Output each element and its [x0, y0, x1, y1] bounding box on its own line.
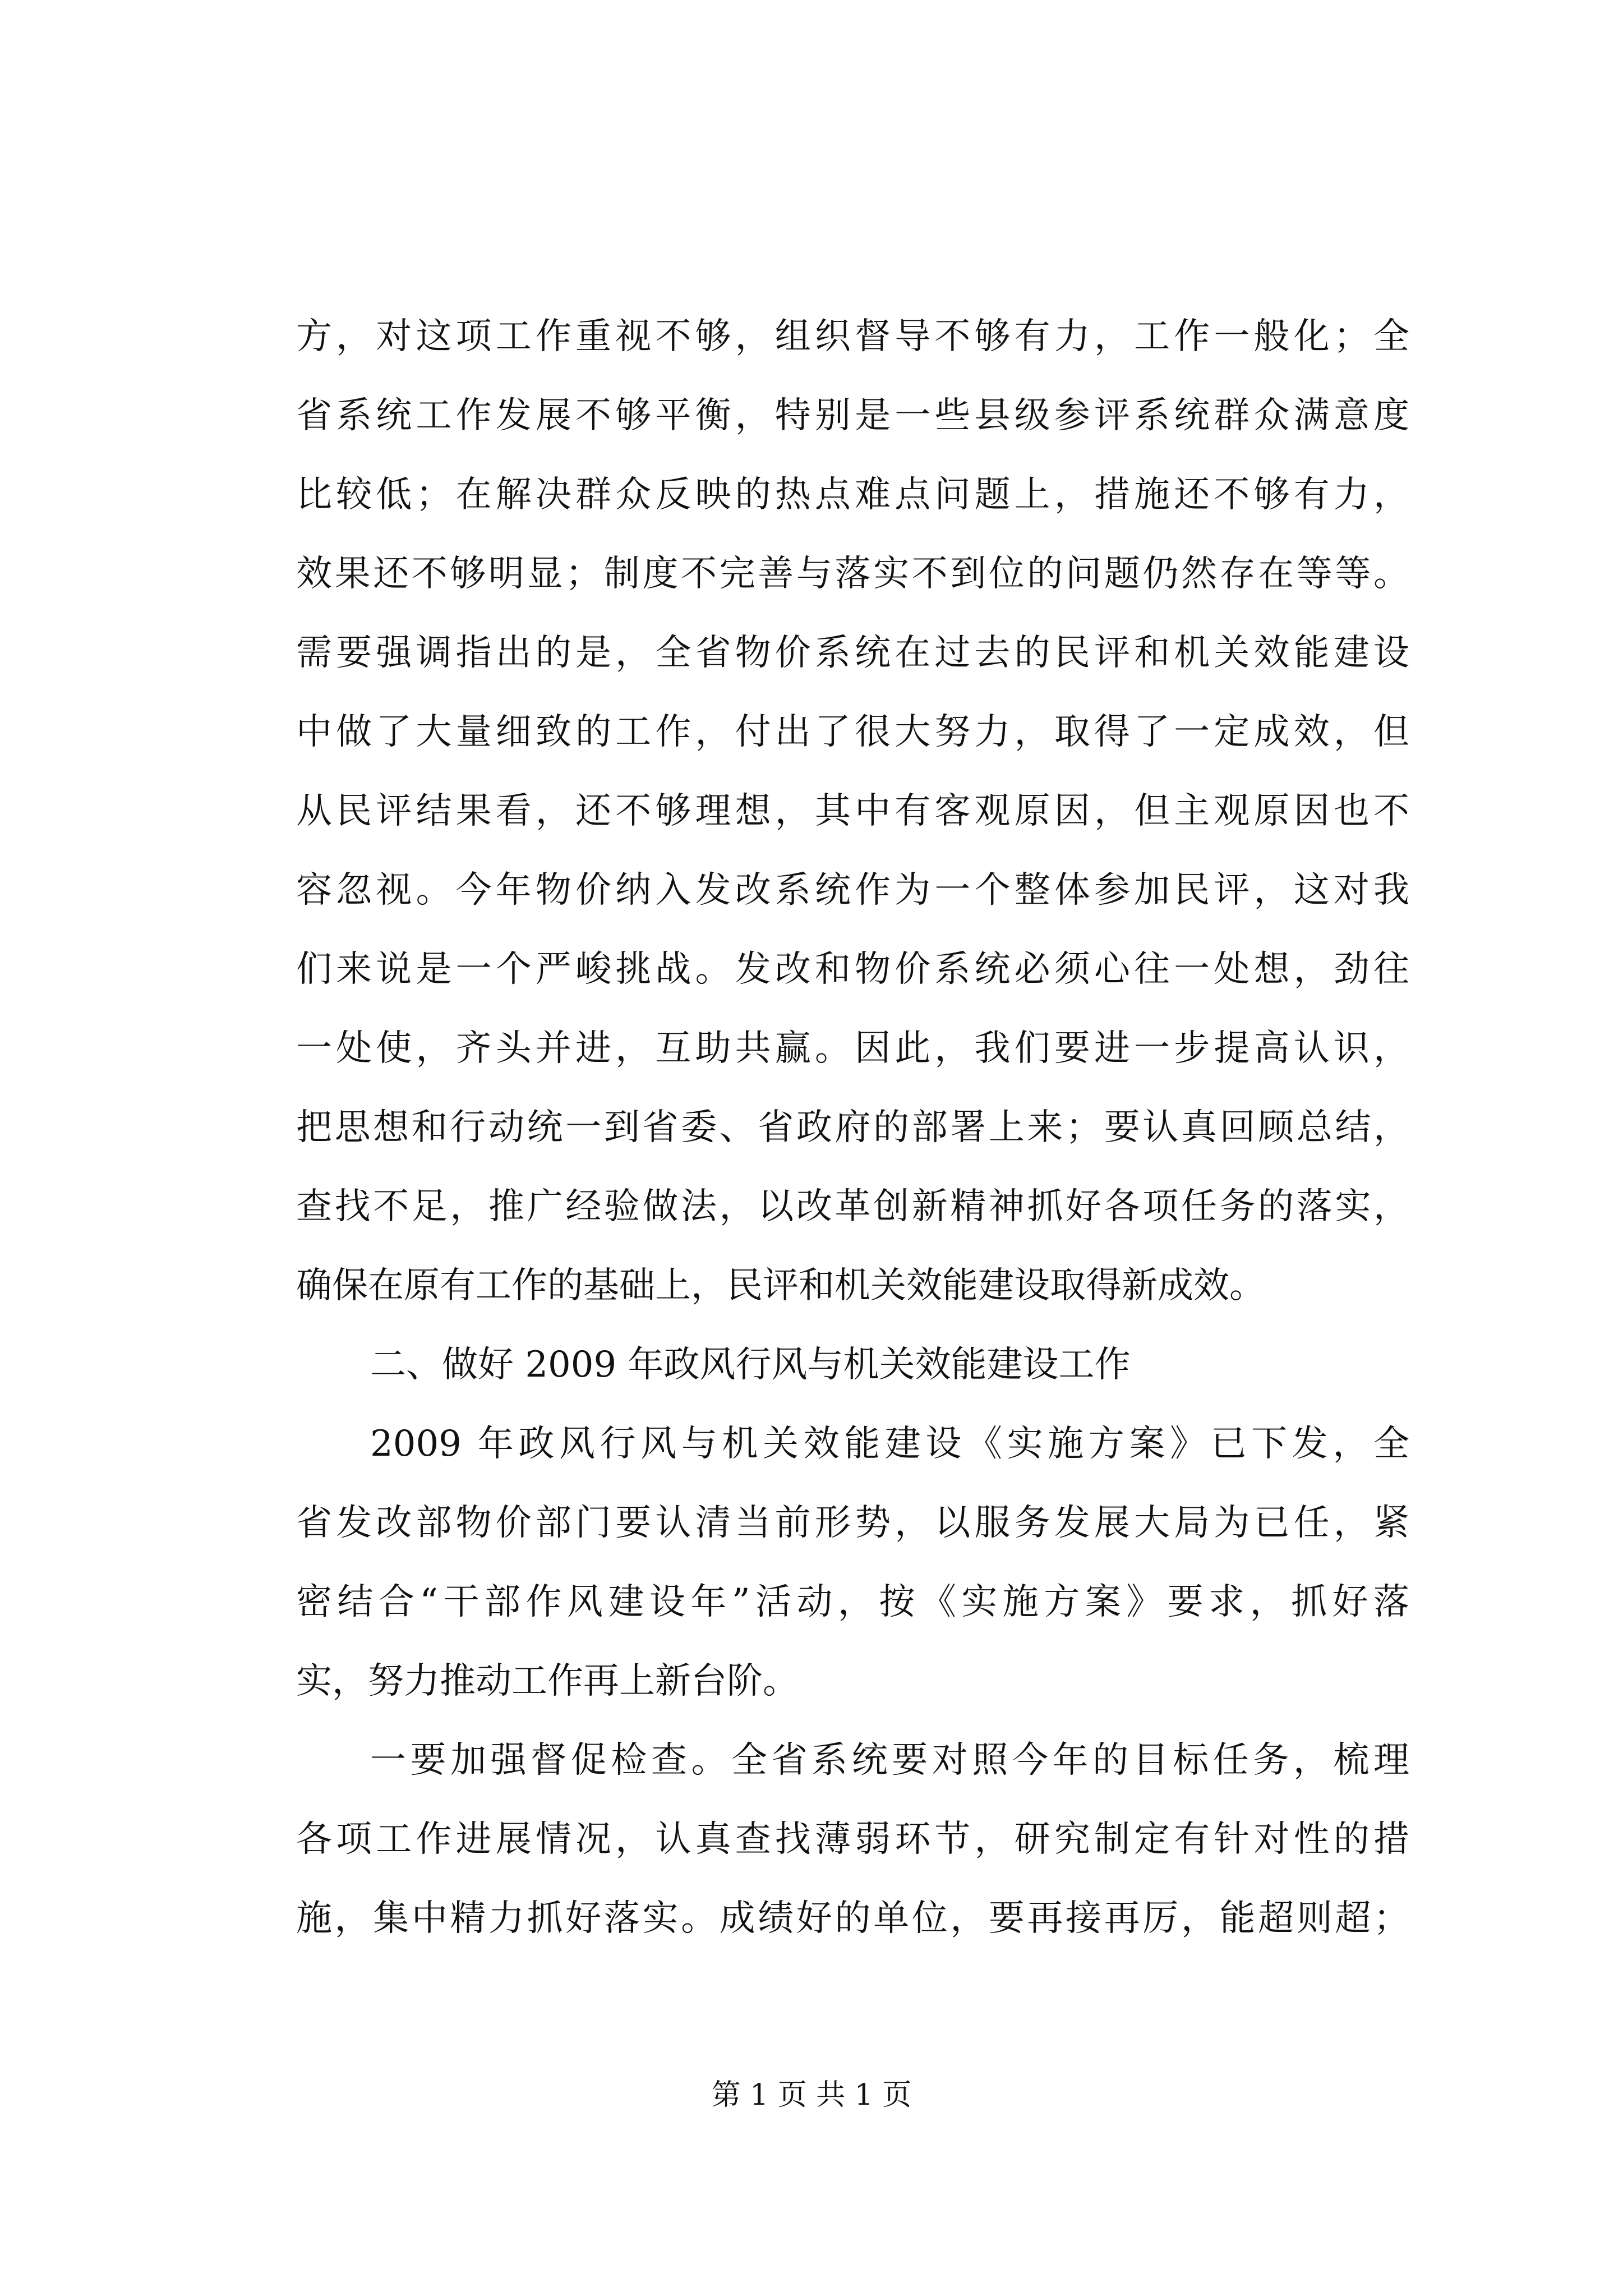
paragraph-line: 把思想和行动统一到省委、省政府的部署上来；要认真回顾总结， [296, 1107, 1409, 1148]
paragraph-line: 密结合“干部作风建设年”活动，按《实施方案》要求，抓好落 [296, 1581, 1409, 1623]
section-heading: 二、做好 2009 年政风行风与机关效能建设工作 [370, 1344, 1131, 1386]
document-body [296, 297, 1409, 1958]
paragraph-line: 省系统工作发展不够平衡，特别是一些县级参评系统群众满意度 [296, 395, 1409, 436]
paragraph-line: 中做了大量细致的工作，付出了很大努力，取得了一定成效，但 [296, 711, 1409, 753]
paragraph-line: 比较低；在解决群众反映的热点难点问题上，措施还不够有力， [296, 474, 1409, 516]
paragraph-line: 2009 年政风行风与机关效能建设《实施方案》已下发，全 [370, 1423, 1409, 1465]
paragraph-line: 实，努力推动工作再上新台阶。 [296, 1660, 799, 1702]
paragraph-line: 省发改部物价部门要认清当前形势，以服务发展大局为已任，紧 [296, 1502, 1409, 1544]
paragraph-line: 需要强调指出的是，全省物价系统在过去的民评和机关效能建设 [296, 632, 1409, 674]
paragraph-line: 施，集中精力抓好落实。成绩好的单位，要再接再厉，能超则超； [296, 1898, 1409, 1939]
paragraph-line: 一要加强督促检查。全省系统要对照今年的目标任务，梳理 [370, 1740, 1409, 1781]
paragraph-line: 查找不足，推广经验做法，以改革创新精神抓好各项任务的落实， [296, 1186, 1409, 1227]
paragraph-line: 确保在原有工作的基础上，民评和机关效能建设取得新成效。 [296, 1265, 1265, 1306]
paragraph-line: 方，对这项工作重视不够，组织督导不够有力，工作一般化；全 [296, 316, 1409, 357]
paragraph-line: 效果还不够明显；制度不完善与落实不到位的问题仍然存在等等。 [296, 553, 1409, 595]
paragraph-line: 们来说是一个严峻挑战。发改和物价系统必须心往一处想，劲往 [296, 949, 1409, 990]
paragraph-line: 从民评结果看，还不够理想，其中有客观原因，但主观原因也不 [296, 790, 1409, 832]
paragraph-line: 各项工作进展情况，认真查找薄弱环节，研究制定有针对性的措 [296, 1819, 1409, 1860]
page-number-footer: 第 1 页 共 1 页 [711, 2078, 912, 2112]
paragraph-line: 容忽视。今年物价纳入发改系统作为一个整体参加民评，这对我 [296, 869, 1409, 911]
paragraph-line: 一处使，齐头并进，互助共赢。因此，我们要进一步提高认识， [296, 1028, 1409, 1069]
